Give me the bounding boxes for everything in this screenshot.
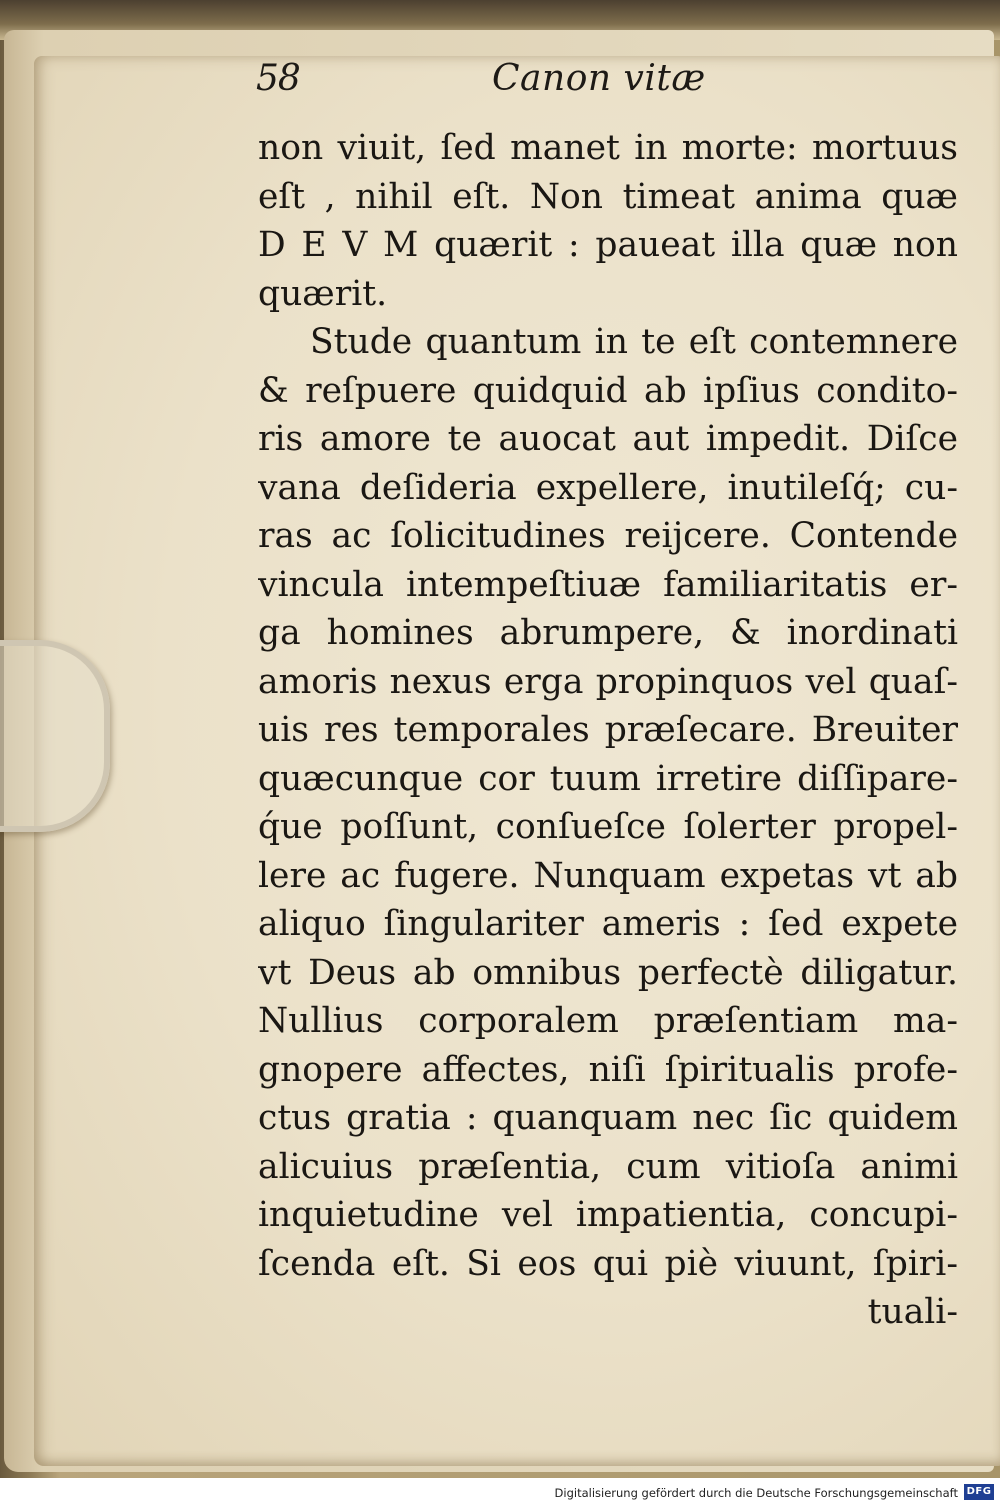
text-line: amoris nexus erga propinquos vel quaſ- (258, 661, 958, 702)
text-line: uis res temporales præſecare. Breuiter (258, 710, 958, 750)
text-line: inquietudine vel impatientia, concupi- (258, 1195, 958, 1235)
text-line: gnopere affectes, niſi ſpiritualis profe- (258, 1049, 958, 1090)
text-line: vincula intempeſtiuæ familiaritatis er- (258, 564, 958, 605)
funding-credit: Digitalisierung gefördert durch die Deutsche Forschungsgemeinschaft (554, 1486, 958, 1500)
text-line: Nullius corporalem præſentiam ma- (258, 1001, 958, 1041)
text-line: ga homines abrumpere, & inordinati (258, 613, 958, 653)
text-line: non viuit, ſed manet in morte: mortuus (258, 128, 958, 168)
page-number: 58 (256, 58, 300, 99)
text-line: aliquo ſingulariter ameris : ſed expete (258, 904, 958, 944)
text-line: Stude quantum in te eſt contemnere (310, 322, 958, 362)
body-text (258, 124, 958, 1337)
running-head (256, 58, 956, 108)
text-line: vt Deus ab omnibus perfectè diligatur. (258, 952, 958, 993)
text-line: ras ac ſolicitudines reijcere. Contende (258, 516, 958, 556)
text-line: D E V M quærit : paueat illa quæ non (258, 225, 958, 265)
clasp-icon (0, 640, 110, 832)
text-line: lere ac fugere. Nunquam expetas vt ab (258, 855, 958, 896)
text-line: vana deſideria expellere, inutileſq́; cu- (258, 467, 958, 508)
text-line: q́ue poſſunt, conſueſce ſolerter propel- (258, 807, 958, 847)
dfg-logo-icon: DFG (964, 1484, 994, 1500)
text-line: ctus gratia : quanquam nec ſic quidem (258, 1098, 958, 1138)
text-line: ris amore te auocat aut impedit. Diſce (258, 419, 958, 459)
text-line: eſt , nihil eſt. Non timeat anima quæ (258, 176, 958, 217)
catchword: tuali- (867, 1292, 958, 1332)
text-line: & reſpuere quidquid ab ipſius condito- (258, 370, 958, 411)
text-line: quæcunque cor tuum irretire diſſipare- (258, 758, 958, 799)
running-title: Canon vitæ (492, 58, 706, 99)
text-line: ſcenda eſt. Si eos qui piè viuunt, ſpiri- (258, 1243, 958, 1284)
text-line: alicuius præſentia, cum vitioſa animi (258, 1146, 958, 1187)
text-line: quærit. (258, 273, 388, 314)
